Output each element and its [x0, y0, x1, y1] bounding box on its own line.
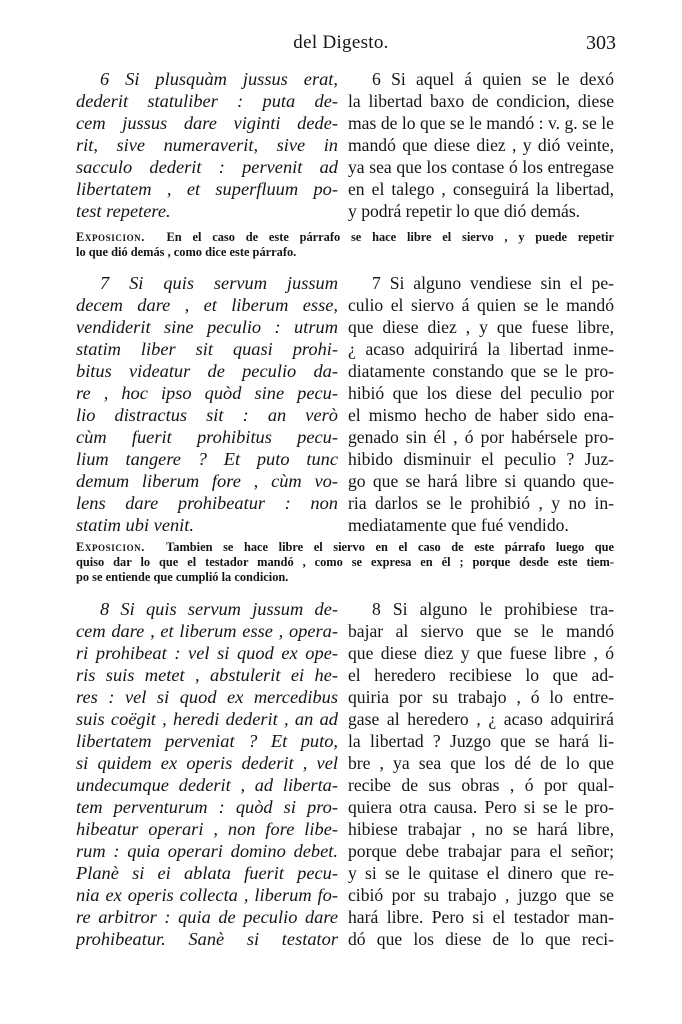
- latin-line: prohibeatur. Sanè si testator: [76, 929, 338, 949]
- latin-line: vendiderit sine peculio : utrum: [76, 317, 338, 337]
- latin-line: lens dare prohibeatur : non: [76, 493, 338, 513]
- spanish-line: genado sin él , ó por habérsele pro-: [348, 427, 614, 447]
- running-title: del Digesto.: [293, 32, 389, 53]
- section-6: [0, 68, 682, 222]
- spanish-line: quiria por su trabajo , ó lo entre-: [348, 687, 614, 707]
- spanish-line: mandó que diese diez , y dió veinte,: [348, 135, 614, 155]
- spanish-line: recibe de sus obras , ó por qual-: [348, 775, 614, 795]
- exposition-line: quiso dar lo que el testador mandó , como se expresa en él ; porque desde este tiem-: [76, 555, 614, 569]
- latin-line: statim ubi venit.: [76, 515, 194, 535]
- latin-line: libertatem perveniat ? Et puto,: [76, 731, 338, 751]
- page-header: [0, 32, 682, 58]
- latin-line: 8 Si quis servum jussum de-: [100, 599, 338, 619]
- latin-line: test repetere.: [76, 201, 171, 221]
- latin-line: statim liber sit quasi prohi-: [76, 339, 338, 359]
- spanish-line: culio el siervo á quien se le mandó: [348, 295, 614, 315]
- exposition-label: Exposicion.: [76, 230, 145, 244]
- latin-line: cem dare , et liberum esse , opera-: [76, 621, 338, 641]
- spanish-line: bre , ya sea que los dé de lo que: [348, 753, 614, 773]
- spanish-line: el mismo hecho de haber sido ena-: [348, 405, 614, 425]
- latin-line: 7 Si quis servum jussum: [100, 273, 338, 293]
- latin-line: nia ex operis collecta , liberum fo-: [76, 885, 338, 905]
- spanish-line: hibido disminuir el peculio ? Juz-: [348, 449, 614, 469]
- latin-line: suis coëgit , heredi dederit , an ad: [76, 709, 338, 729]
- spanish-line: que diese diez y que fuese libre , ó: [348, 643, 614, 663]
- latin-line: decem dare , et liberum esse,: [76, 295, 338, 315]
- spanish-line: y si se le quitase el dinero que re-: [348, 863, 614, 883]
- latin-line: lium tangere ? Et puto tunc: [76, 449, 338, 469]
- latin-line: rit, sive numeraverit, sive in: [76, 135, 338, 155]
- spanish-line: cibió por su trabajo , juzgo que se: [348, 885, 614, 905]
- exposition-line: Exposicion. En el caso de este párrafo se hace libre el siervo , y puede repetir: [76, 230, 614, 244]
- latin-line: lio distractus sit : an verò: [76, 405, 338, 425]
- latin-line: undecumque dederit , ad liberta-: [76, 775, 338, 795]
- spanish-line: quiera otra causa. Pero si se le pro-: [348, 797, 614, 817]
- spanish-line: el heredero recibiese lo que ad-: [348, 665, 614, 685]
- spanish-line: la libertad ? Juzgo que se hará li-: [348, 731, 614, 751]
- latin-line: demum liberum fore , cùm vo-: [76, 471, 338, 491]
- latin-line: 6 Si plusquàm jussus erat,: [100, 69, 338, 89]
- spanish-line: mas de lo que se le mandó : v. g. se le: [348, 113, 614, 133]
- spanish-line: 8 Si alguno le prohibiese tra-: [372, 599, 614, 619]
- latin-line: cùm fuerit prohibitus pecu-: [76, 427, 338, 447]
- exposition-label: Exposicion.: [76, 540, 145, 554]
- spanish-line: porque debe trabajar para el señor;: [348, 841, 614, 861]
- latin-line: ris suis metet , abstulerit ei he-: [76, 665, 338, 685]
- latin-line: re , hoc ipso quòd sine pecu-: [76, 383, 338, 403]
- spanish-line: dó que los diese de lo que reci-: [348, 929, 614, 949]
- spanish-line: mediatamente que fué vendido.: [348, 515, 569, 535]
- spanish-line: gase al heredero , ¿ acaso adquirirá: [348, 709, 614, 729]
- spanish-line: ya sea que los contase ó los entregase: [348, 157, 614, 177]
- latin-line: Planè si ei ablata fuerit pecu-: [76, 863, 338, 883]
- spanish-line: la libertad baxo de condicion, diese: [348, 91, 614, 111]
- latin-line: sacculo dederit : pervenit ad: [76, 157, 338, 177]
- section-7: [0, 272, 682, 536]
- latin-line: cem jussus dare viginti dede-: [76, 113, 338, 133]
- latin-line: dederit statuliber : puta de-: [76, 91, 338, 111]
- latin-line: re arbitror : quia de peculio dare: [76, 907, 338, 927]
- spanish-column: [348, 272, 614, 536]
- exposition-line: po se entiende que cumplió la condicion.: [76, 570, 289, 584]
- spanish-line: y podrá repetir lo que dió demás.: [348, 201, 581, 221]
- spanish-line: diatamente constando que se le pro-: [348, 361, 614, 381]
- exposition-line: Exposicion. Tambien se hace libre el siervo en el caso de este párrafo luego que: [76, 540, 614, 554]
- spanish-column: [348, 68, 614, 222]
- latin-line: hibeatur operari , non fore libe-: [76, 819, 338, 839]
- latin-line: ri prohibeat : vel si quod ex ope-: [76, 643, 338, 663]
- spanish-column: [348, 598, 614, 950]
- latin-column: [76, 68, 338, 222]
- latin-line: bitus videatur de peculio da-: [76, 361, 338, 381]
- spanish-line: bajar al siervo que se le mandó: [348, 621, 614, 641]
- exposition-note: [76, 230, 614, 260]
- latin-line: si quidem ex operis dederit , vel: [76, 753, 338, 773]
- exposition-line: lo que dió demás , como dice este párrafo.: [76, 245, 297, 259]
- spanish-line: en el talego , conseguirá la libertad,: [348, 179, 614, 199]
- spanish-line: 6 Si aquel á quien se le dexó: [372, 69, 614, 89]
- spanish-line: 7 Si alguno vendiese sin el pe-: [372, 273, 614, 293]
- spanish-line: que diese diez , y que fuese libre,: [348, 317, 614, 337]
- latin-line: rum : quia operari domino debet.: [76, 841, 338, 861]
- latin-line: res : vel si quod ex mercedibus: [76, 687, 338, 707]
- exposition-note: [76, 540, 614, 585]
- spanish-line: ria darlos se le prohibió , y no in-: [348, 493, 614, 513]
- latin-line: tem perventurum : quòd si pro-: [76, 797, 338, 817]
- spanish-line: go que se hará libre si quando que-: [348, 471, 614, 491]
- page-number: 303: [586, 32, 616, 54]
- latin-column: [76, 272, 338, 536]
- latin-line: libertatem , et superfluum po-: [76, 179, 338, 199]
- latin-column: [76, 598, 338, 950]
- section-8: [0, 598, 682, 950]
- spanish-line: hibiese trabajar , no se hará libre,: [348, 819, 614, 839]
- spanish-line: hará libre. Pero si el testador man-: [348, 907, 614, 927]
- spanish-line: hibió que los diese del peculio por: [348, 383, 614, 403]
- spanish-line: ¿ acaso adquirirá la libertad inme-: [348, 339, 614, 359]
